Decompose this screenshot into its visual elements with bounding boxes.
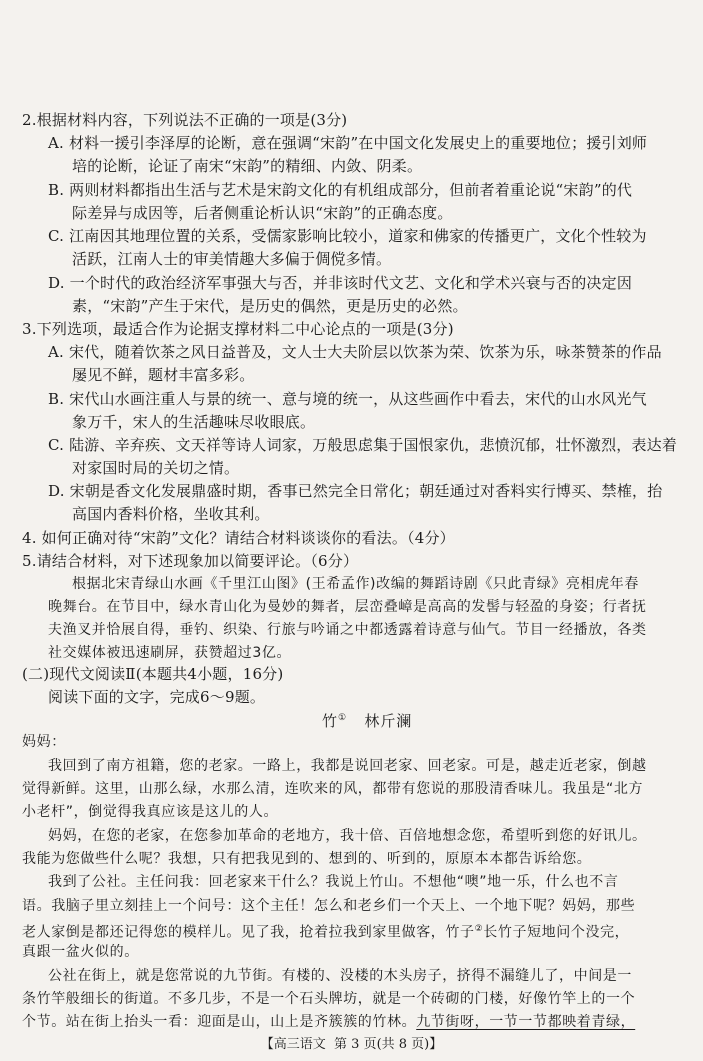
article-author: 林斤澜 — [364, 712, 413, 730]
footer-page-number: 第 3 页(共 8 页)】 — [334, 1037, 443, 1052]
article-p2-line2: 我能为您做些什么呢？我想，只有把我见到的、想到的、听到的，原原本本都告诉给您。 — [22, 851, 592, 867]
q2-option-a-line1: A. 材料一援引李泽厚的论断，意在强调“宋韵”在中国文化发展史上的重要地位；援引刘师 — [48, 134, 648, 152]
q5-material-line4: 社交媒体被迅速刷屏，获赞超过3亿。 — [48, 645, 292, 661]
footer-subject: 【高三语文 — [260, 1037, 326, 1052]
q3-option-b-line2: 象万千，宋人的生活趣味尽收眼底。 — [72, 413, 316, 431]
q2-option-b-line1: B. 两则材料都指出生活与艺术是宋韵文化的有机组成部分，但前者着重论说“宋韵”的代 — [48, 181, 633, 199]
q2-stem: 2.根据材料内容，下列说法不正确的一项是(3分) — [22, 111, 348, 129]
article-p4-line2: 条竹竿般细长的街道。不多几步，不是一个石头牌坊，就是一个砖砌的门楼，好像竹竿上的一个 — [22, 991, 636, 1007]
article-p4-line1: 公社在街上，就是您常说的九节街。有楼的、没楼的木头房子，挤得不漏缝儿了，中间是一 — [48, 968, 632, 984]
article-footnote-mark-2: ② — [474, 924, 484, 934]
article-salutation: 妈妈： — [22, 734, 66, 750]
q3-stem: 3.下列选项，最适合作为论据支撑材料二中心论点的一项是(3分) — [22, 320, 454, 338]
q5-material-line2: 晚舞台。在节目中，绿水青山化为曼妙的舞者，层峦叠嶂是高高的发髻与轻盈的身姿；行者抚 — [48, 599, 647, 615]
article-p3-line3-part2: 长竹子短地问个没完， — [483, 924, 630, 941]
article-title-text: 竹 — [322, 712, 339, 730]
article-p3-line1: 我到了公社。主任问我：回老家来干什么？我说上竹山。不想他“噢”地一乐，什么也不言 — [48, 874, 619, 890]
q5-material-line1: 根据北宋青绿山水画《千里江山图》(王希孟作)改编的舞蹈诗剧《只此青绿》亮相虎年春 — [72, 576, 639, 592]
q3-option-b-line1: B. 宋代山水画注重人与景的统一、意与境的统一，从这些画作中看去，宋代的山水风光气 — [48, 390, 647, 408]
q2-option-c-line2: 活跃，江南人士的审美情趣大多偏于倜傥多情。 — [72, 250, 392, 268]
q3-option-a-line1: A. 宋代，随着饮茶之风日益普及，文人士大夫阶层以饮茶为荣、饮茶为乐，咏茶赞茶的作品 — [48, 343, 662, 361]
article-title — [322, 708, 412, 731]
article-p3-line2: 语。我脑子里立刻挂上一个问号：这个主任！怎么和老乡们一个天上、一个地下呢？妈妈，那些 — [22, 898, 636, 914]
q3-option-c-line2: 对家国时局的关切之情。 — [72, 459, 240, 477]
article-p4-line3-part1: 个节。站在街上抬头一看：迎面是山，山上是齐簇簇的竹林。 — [22, 1014, 417, 1030]
article-p3-line4: 真跟一盆火似的。 — [22, 944, 139, 960]
q3-option-a-line2: 屡见不鲜，题材丰富多彩。 — [72, 366, 255, 384]
q2-option-a-line2: 培的论断，论证了南宋“宋韵”的精细、内敛、阴柔。 — [72, 157, 423, 175]
q4-stem: 4. 如何正确对待“宋韵”文化？请结合材料谈谈你的看法。（4分） — [22, 529, 455, 547]
article-p1-line1: 我回到了南方祖籍，您的老家。一路上，我都是说回老家、回老家。可是，越走近老家，倒越 — [48, 758, 647, 774]
article-p1-line2: 觉得新鲜。这里，山那么绿，水那么清，连吹来的风，都带有您说的那股清香味儿。我虽是“北方 — [22, 781, 644, 797]
q5-stem: 5.请结合材料，对下述现象加以简要评论。（6分） — [22, 552, 359, 570]
q2-option-c-line1: C. 江南因其地理位置的关系，受儒家影响比较小，道家和佛家的传播更广，文化个性较为 — [48, 227, 647, 245]
section-instruction: 阅读下面的文字，完成6～9题。 — [48, 688, 266, 706]
q2-option-d-line1: D. 一个时代的政治经济军事强大与否，并非该时代文艺、文化和学术兴衰与否的决定因 — [48, 274, 633, 292]
q2-option-d-line2: 素，“宋韵”产生于宋代，是历史的偶然，更是历史的必然。 — [72, 297, 468, 315]
q3-option-c-line1: C. 陆游、辛弃疾、文天祥等诗人词家，万般思虑集于国恨家仇，悲愤沉郁，壮怀激烈，表达着 — [48, 436, 678, 454]
article-p3-line3 — [22, 919, 629, 943]
article-p4-line3 — [22, 1012, 635, 1032]
article-p1-line3: 小老杆”，倒觉得我真应该是这儿的人。 — [22, 804, 279, 820]
article-p3-line3-part1: 老人家倒是都还记得您的模样儿。见了我，抢着拉我到家里做客，竹子 — [22, 924, 475, 941]
q3-option-d-line1: D. 宋朝是香文化发展鼎盛时期，香事已然完全日常化；朝廷通过对香料实行博买、禁榷，抬 — [48, 482, 663, 500]
article-title-footnote-mark: ① — [338, 713, 348, 723]
article-p2-line1: 妈妈，在您的老家，在您参加革命的老地方，我十倍、百倍地想念您，希望听到您的好讯儿。 — [48, 828, 647, 844]
q2-option-b-line2: 际差异与成因等，后者侧重论析认识“宋韵”的正确态度。 — [72, 204, 453, 222]
page-footer — [0, 1036, 703, 1054]
article-p4-underlined-sentence: 九节街呀，一节一节都映着青绿， — [416, 1014, 636, 1030]
section-heading: (二)现代文阅读Ⅱ(本题共4小题，16分) — [22, 665, 284, 683]
q3-option-d-line2: 高国内香料价格，坐收其利。 — [72, 505, 270, 523]
q5-material-line3: 夫渔叉并恰展自得，垂钓、织染、行旅与吟诵之中都透露着诗意与仙气。节目一经播放，各类 — [48, 622, 647, 638]
